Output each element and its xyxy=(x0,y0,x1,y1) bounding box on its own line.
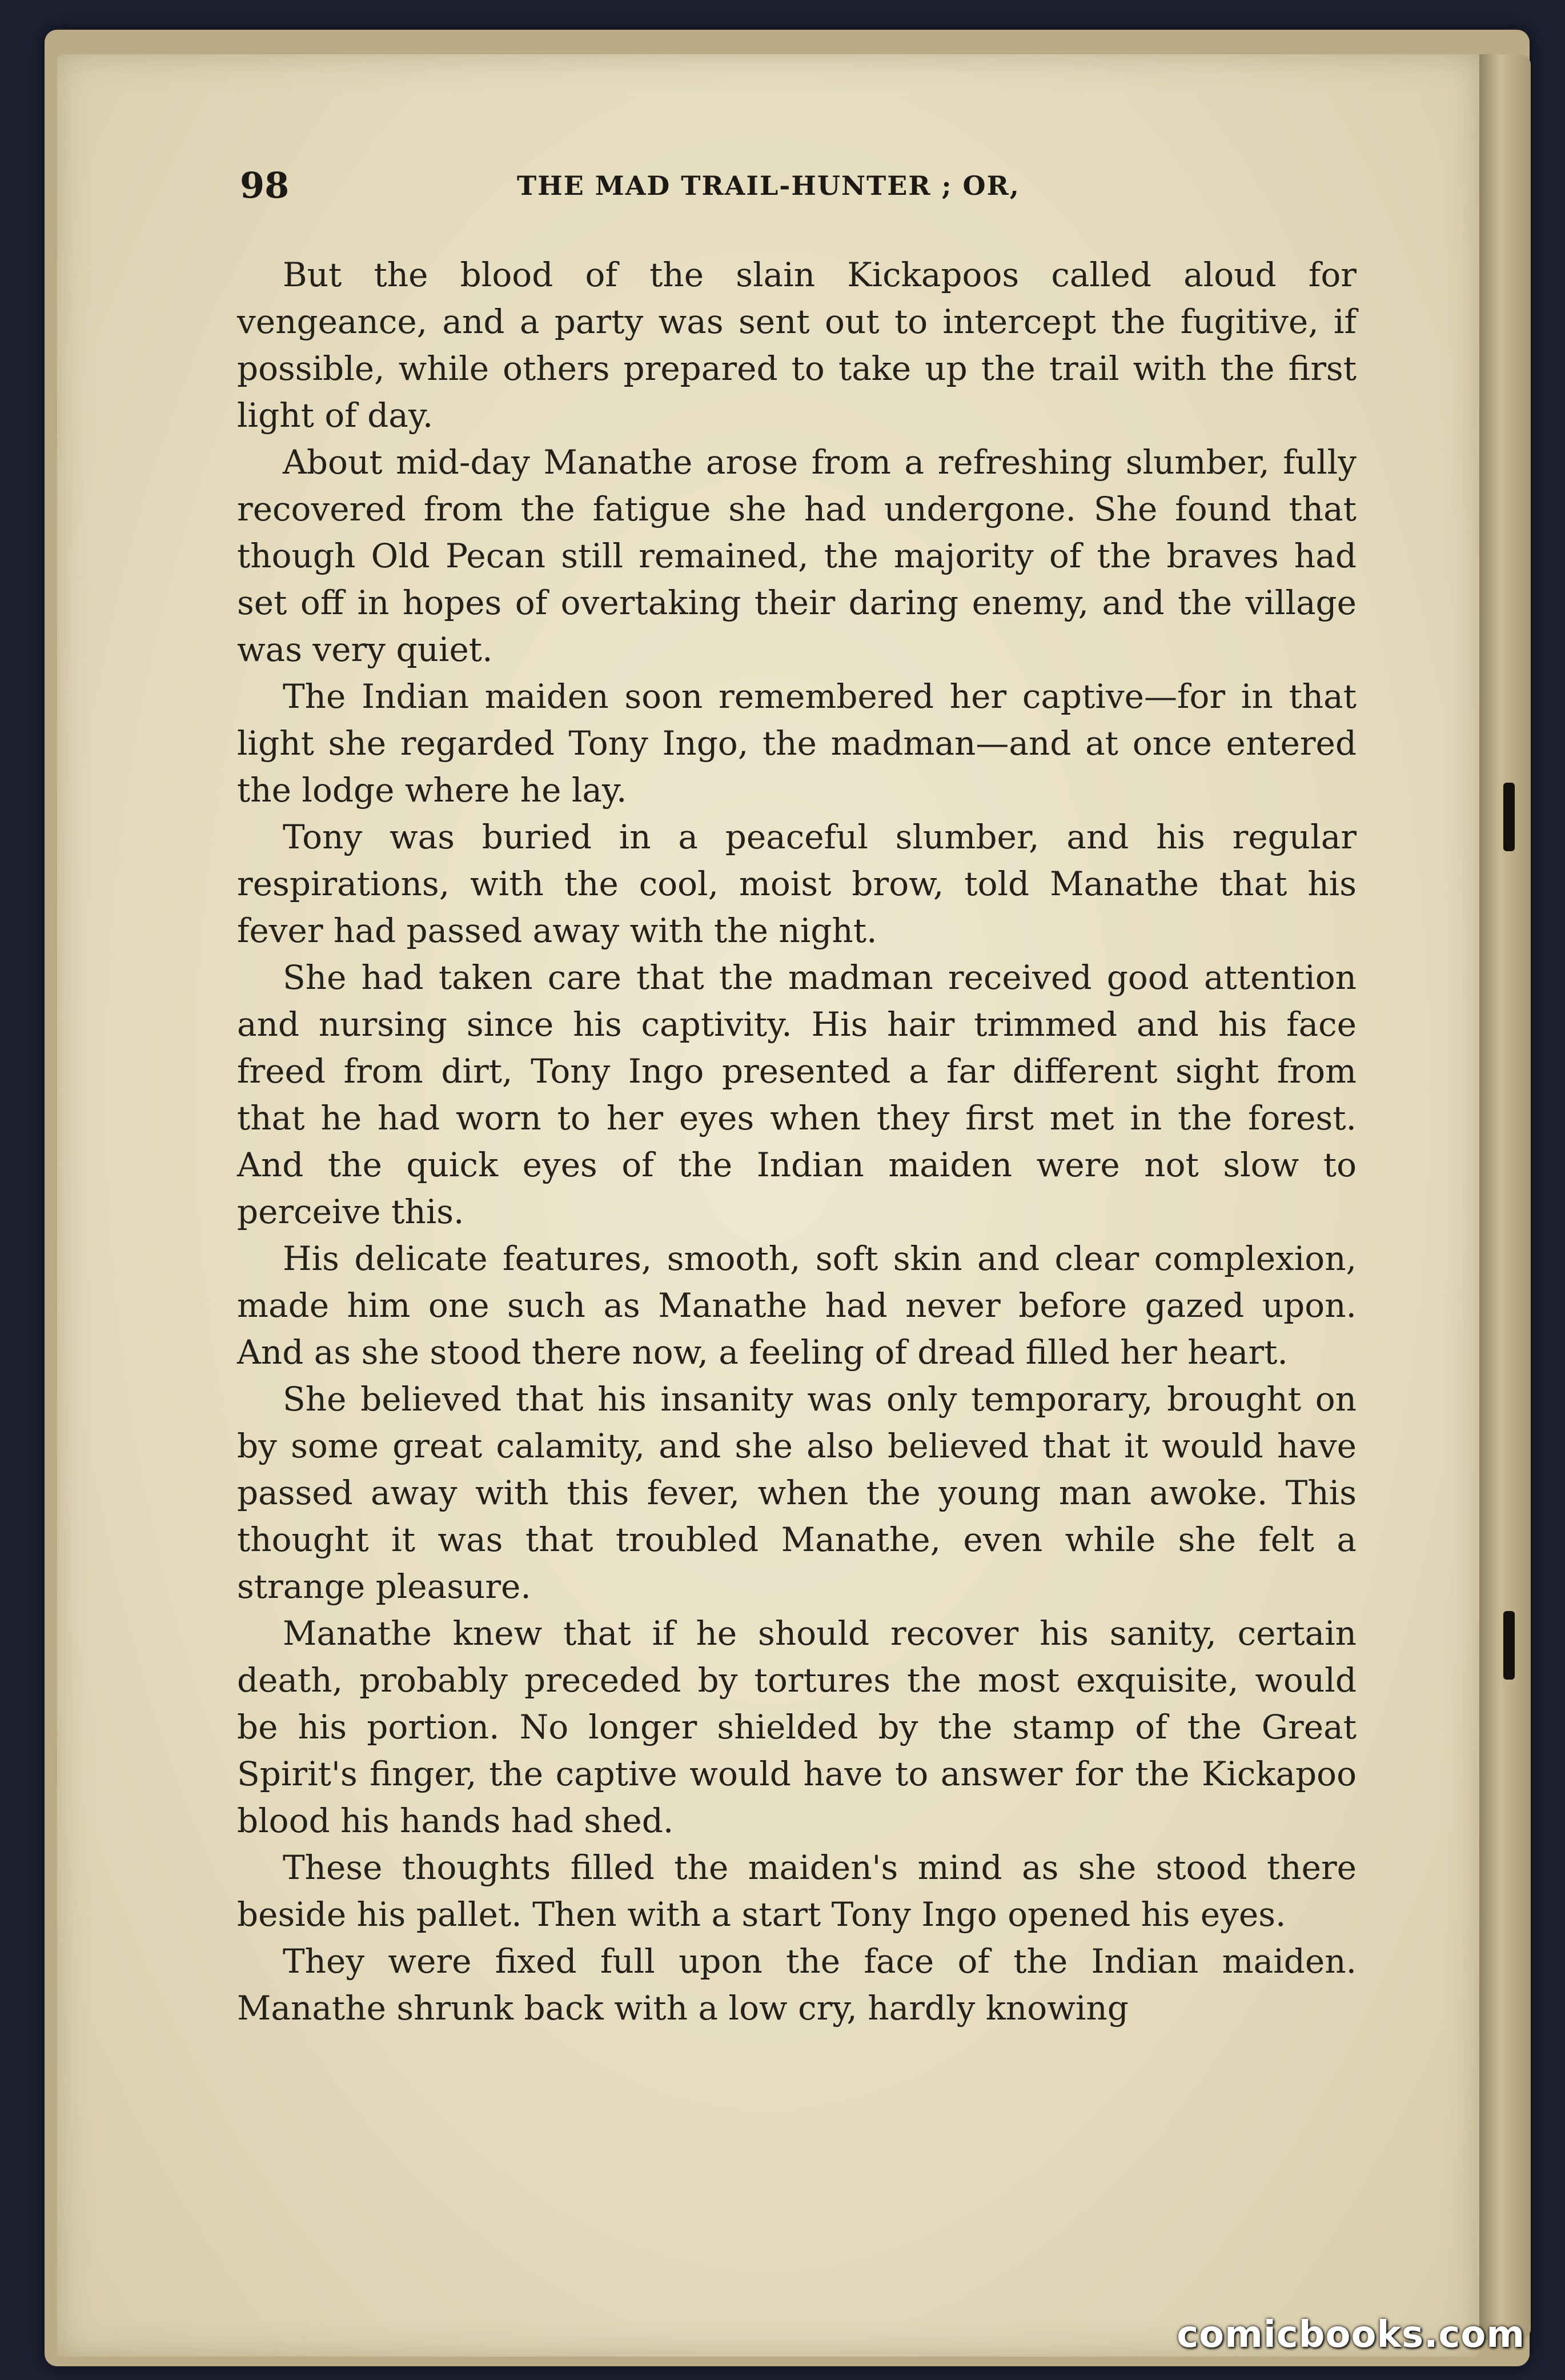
binding-thread-mark xyxy=(1503,1611,1515,1680)
binding-thread-mark xyxy=(1503,783,1515,851)
book-gutter xyxy=(1479,54,1531,2339)
paragraph: These thoughts filled the maiden's mind as she stood there beside his pallet. Then with a start Tony Ingo opened his eyes. xyxy=(237,1848,1357,1934)
paragraph: She had taken care that the madman received good attention and nursing since his captivity. His hair trimmed and his face freed from dirt, Tony Ingo presented a far different sight from that he had worn to her eyes when they first met in the forest. And the quick eyes of the Indian maiden were not slow to perceive this. xyxy=(237,958,1357,1231)
paragraph: Tony was buried in a peaceful slumber, and his regular respirations, with the cool, moist brow, told Manathe that his fever had passed away with the night. xyxy=(237,818,1357,950)
paragraph: About mid-day Manathe arose from a refreshing slumber, fully recovered from the fatigue she had undergone. She found that though Old Pecan still remained, the majority of the braves had set off in hopes of overtaking their daring enemy, and the village was very quiet. xyxy=(237,443,1357,669)
paragraph: The Indian maiden soon remembered her captive—for in that light she regarded Tony Ingo, the madman—and at once entered the lodge where he lay. xyxy=(237,677,1357,810)
paragraph: But the blood of the slain Kickapoos called aloud for vengeance, and a party was sent out to intercept the fugitive, if possible, while others prepared to take up the trail with the first light of day. xyxy=(237,255,1357,435)
body-text xyxy=(237,251,1357,2032)
paragraph: They were fixed full upon the face of the Indian maiden. Manathe shrunk back with a low cry, hardly knowing xyxy=(237,1942,1357,2028)
page-number: 98 xyxy=(240,165,290,206)
watermark: comicbooks.com xyxy=(1177,2314,1525,2356)
paragraph: His delicate features, smooth, soft skin and clear complexion, made him one such as Manathe had never before gazed upon. And as she stood there now, a feeling of dread filled her heart. xyxy=(237,1239,1357,1372)
paragraph: Manathe knew that if he should recover his sanity, certain death, probably preceded by tortures the most exquisite, would be his portion. No longer shielded by the stamp of the Great Spirit's finger, the captive would have to answer for the Kickapoo blood his hands had shed. xyxy=(237,1614,1357,1840)
running-title: THE MAD TRAIL-HUNTER ; OR, xyxy=(517,170,1020,201)
paragraph: She believed that his insanity was only temporary, brought on by some great calamity, and she also believed that it would have passed away with this fever, when the young man awoke. This thought it was that troubled Manathe, even while she felt a strange pleasure. xyxy=(237,1380,1357,1606)
